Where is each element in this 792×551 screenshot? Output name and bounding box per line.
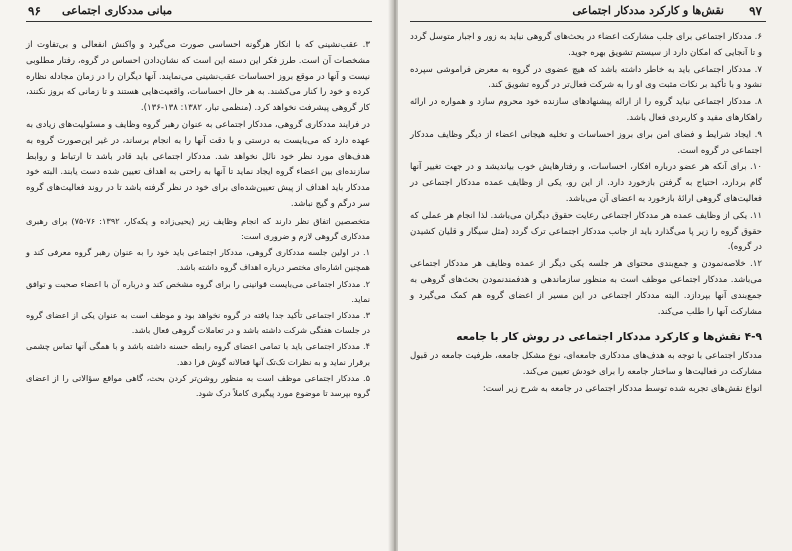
header-rule bbox=[26, 21, 372, 22]
header-rule bbox=[410, 21, 766, 22]
page-header bbox=[28, 4, 370, 20]
list-item: ۳. عقب‌نشینی که با انکار هرگونه احساسی صورت می‌گیرد و واکنش انفعالی و بی‌تفاوت از مشخصات آن است. طرز فکر این دسته این است که نشان‌دادن احساس در گروه، رفتار مطلوبی نیست و آنها در موقع بروز احساسات عقب‌نشینی می‌نمایند. آنها دیگران را در زمان مجادله نظاره کرده و خود را کنار می‌کشند. به هر حال احساسات، واقعیت‌هایی هستند و تا زمانی که بروز نکنند، کار گروهی پیشرفت نخواهد کرد. (منظمی تبار، ۱۳۸۲: ۱۳۸-۱۳۶). bbox=[26, 40, 370, 114]
page-number: ۹۷ bbox=[749, 4, 762, 18]
list-item: ۹. ایجاد شرایط و فضای امن برای بروز احساسات و تخلیه هیجانی اعضاء از دیگر وظایف مددکار اجتماعی در گروه است. bbox=[410, 129, 762, 156]
list-item: ۱. در اولین جلسه مددکاری گروهی، مددکار اجتماعی باید خود را به عنوان رهبر گروه معرفی کند و همچنین اشاره‌ای مختصر درباره اهداف گروه داشته باشد. bbox=[26, 247, 370, 273]
page-right bbox=[398, 0, 792, 551]
paragraph: متخصصین اتفاق نظر دارند که انجام وظایف زیر (یحیی‌زاده و یکه‌کار، ۱۳۹۲: ۷۶-۷۵) برای رهبری مددکاری گروهی لازم و ضروری است: bbox=[26, 215, 370, 241]
list-item: ۱۱. یکی از وظایف عمده هر مددکار اجتماعی رعایت حقوق دیگران می‌باشد. لذا انجام هر عملی که حقوق گروه را زیر پا می‌گذارد باید از جانب مددکار اجتماعی ترک گردد (مثل سیگار و قلیان کشیدن در گروه). bbox=[410, 210, 762, 253]
page-left bbox=[0, 0, 392, 551]
paragraph: در فرایند مددکاری گروهی، مددکار اجتماعی به عنوان رهبر گروه وظایف و مسئولیت‌های زیادی به عهده دارد که می‌بایست به درستی و با دقت آنها را به انجام برساند، در غیر این‌صورت گروه به هدف‌های مورد نظر خود نائل نخواهد شد. مددکار اجتماعی باید قادر باشد تا ارتباط و روابط سازنده‌ای بین اعضاء گروه ایجاد نماید تا آنها به راحتی به اهداف تعیین شده دست یابند. البته خود مددکار باید اهداف از پیش تعیین‌شده‌ای برای خود در نظر گرفته باشد تا در روند فعالیت‌های گروه سر درگم و گیج نباشد. bbox=[26, 119, 370, 209]
page-number: ۹۶ bbox=[28, 4, 41, 18]
paragraph: مددکار اجتماعی با توجه به هدف‌های مددکاری جامعه‌ای، نوع مشکل جامعه، ظرفیت جامعه در قبول مشارکت در فعالیت‌ها و ساختار جامعه را برای خودش تعیین می‌کند. bbox=[410, 351, 762, 377]
list-item: ۶. مددکار اجتماعی برای جلب مشارکت اعضاء در بحث‌های گروهی نباید به زور و اجبار متوسل گردد و تا آنجایی که امکان دارد از سیستم تشویق بهره جوید. bbox=[410, 32, 762, 58]
paragraph: انواع نقش‌های تجربه شده توسط مددکار اجتماعی در جامعه به شرح زیر است: bbox=[482, 383, 762, 394]
section-heading: ۴-۹ نقش‌ها و کارکرد مددکار اجتماعی در روش کار با جامعه bbox=[456, 331, 762, 344]
list-item: ۸. مددکار اجتماعی نباید گروه را از ارائه پیشنهادهای سازنده خود محروم سازد و همواره در ارائه راهکارهای مفید و کاربردی فعال باشد. bbox=[410, 97, 762, 123]
page-body bbox=[26, 38, 370, 402]
running-title: مبانی مددکاری اجتماعی bbox=[62, 4, 173, 17]
list-item: ۵. مددکار اجتماعی موظف است به منظور روشن‌تر کردن بحث، گاهی مواقع سؤالاتی را از اعضای گروه بپرسد تا موضوع مورد پیگیری کاملاً درک شود. bbox=[26, 372, 370, 398]
list-item: ۱۲. خلاصه‌نمودن و جمع‌بندی محتوای هر جلسه یکی دیگر از عمده وظایف هر مددکار اجتماعی می‌باشد. مددکار اجتماعی موظف است به منظور سازماندهی و هدفمندنمودن بحث‌های گروهی به جمع‌بندی آنها بپردازد. البته مددکار اجتماعی در این مسیر از اعضای گروه هم کمک می‌گیرد و مشارکت آنها را طلب می‌کند. bbox=[410, 259, 762, 317]
list-item: ۴. مددکار اجتماعی باید با تمامی اعضای گروه رابطه حسنه داشته باشد و با همگی آنها تماس چشمی برقرار نماید و به نظرات تک‌تک آنها فعالانه گوش فرا دهد. bbox=[26, 341, 370, 367]
page-body bbox=[410, 30, 762, 399]
list-item: ۲. مددکار اجتماعی می‌بایست قوانینی را برای گروه مشخص کند و درباره آن با اعضاء صحبت و توافق نماید. bbox=[26, 278, 370, 304]
running-title: نقش‌ها و کارکرد مددکار اجتماعی bbox=[572, 4, 724, 17]
page-header bbox=[410, 4, 762, 20]
list-item: ۷. مددکار اجتماعی باید به خاطر داشته باشد که هیچ عضوی در گروه به معرض فراموشی سپرده نشود و با تأکید بر نکات مثبت وی او را به شرکت فعال‌تر در گروه تشویق کند. bbox=[410, 64, 762, 91]
list-item: ۱۰. برای آنکه هر عضو درباره افکار، احساسات، و رفتارهایش خوب بیاندیشد و در جهت تغییر آنها گام بردارد، احتیاج به گرفتن بازخورد دارد. از این رو، یکی از وظایف عمده مددکار اجتماعی در فعالیت‌های گروهی ارائهٔ بازخورد به اعضای آن می‌باشد. bbox=[410, 162, 762, 204]
list-item: ۳. مددکار اجتماعی تأکید جدا یافته در گروه نخواهد بود و موظف است به عنوان یکی از اعضای گروه در جلسات هفتگی شرکت داشته باشد و در تعاملات گروهی فعال باشد. bbox=[26, 309, 370, 336]
